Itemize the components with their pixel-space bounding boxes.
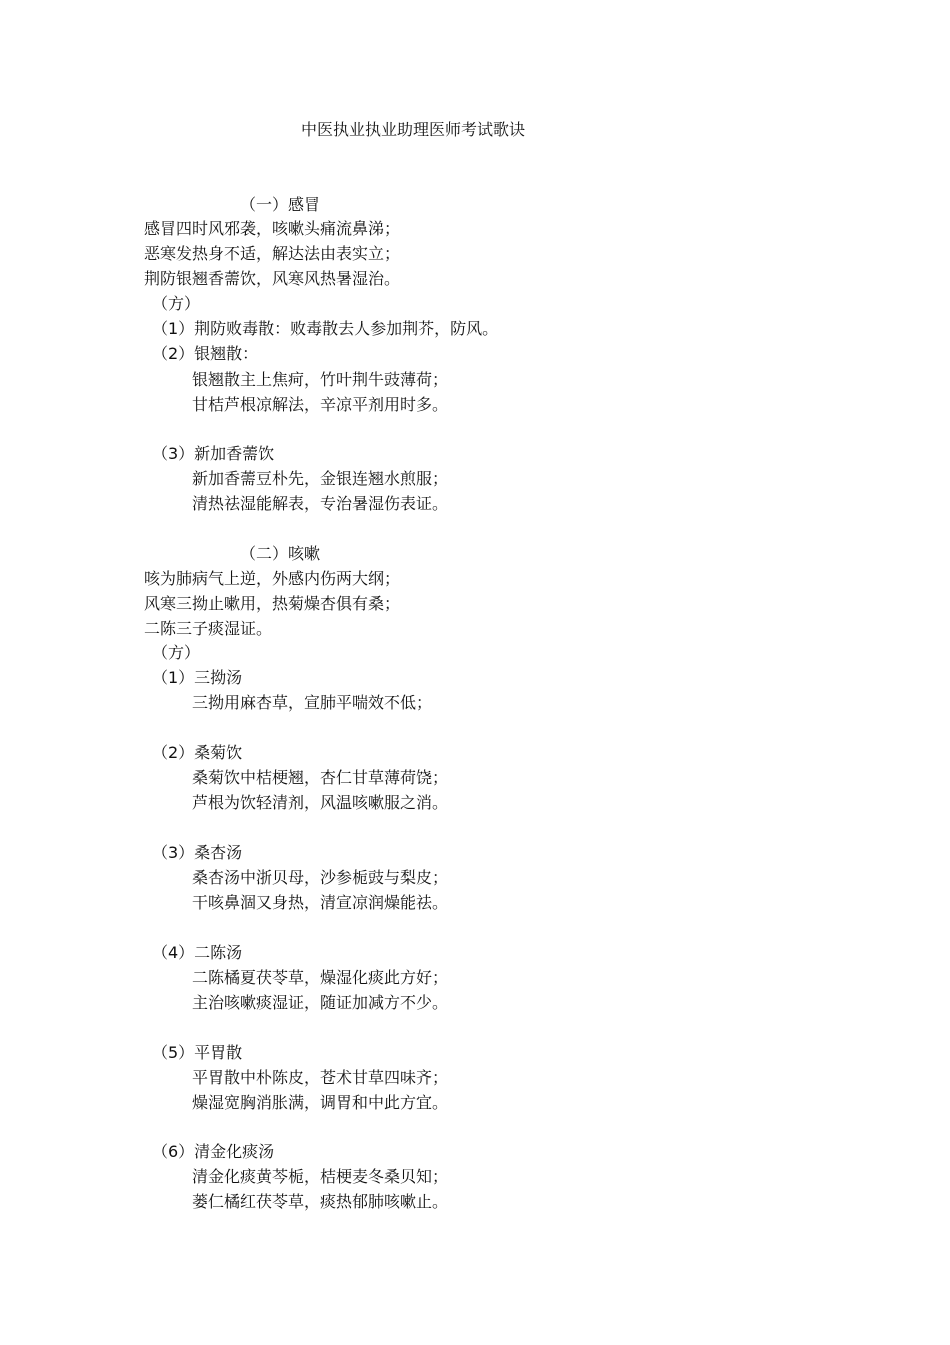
verse-line: 荆防银翘香薷饮，风寒风热暑湿治。 [144, 269, 401, 288]
formula-verse-line: 芦根为饮轻清剂，风温咳嗽服之消。 [192, 793, 449, 812]
formula-verse-line: 银翘散主上焦疴，竹叶荆牛豉薄荷； [192, 370, 449, 389]
formula-verse-line: 清热祛湿能解表，专治暑湿伤表证。 [192, 494, 449, 513]
formula-item-heading: （4）二陈汤 [152, 943, 243, 962]
formula-item-heading: （3）新加香薷饮 [152, 444, 275, 463]
section-heading-cough: （二）咳嗽 [240, 544, 321, 563]
formula-item-heading: （2）桑菊饮 [152, 743, 243, 762]
formula-verse-line: 主治咳嗽痰湿证，随证加减方不少。 [192, 993, 449, 1012]
formula-item-heading: （6）清金化痰汤 [152, 1142, 275, 1161]
formula-item-heading: （1）三拗汤 [152, 668, 243, 687]
verse-line: 二陈三子痰湿证。 [144, 619, 273, 638]
formula-verse-line: 甘桔芦根凉解法，辛凉平剂用时多。 [192, 395, 449, 414]
verse-line: 感冒四时风邪袭，咳嗽头痛流鼻涕； [144, 219, 401, 238]
formula-verse-line: 二陈橘夏茯苓草，燥湿化痰此方好； [192, 968, 449, 987]
formula-verse-line: 蒌仁橘红茯苓草，痰热郁肺咳嗽止。 [192, 1192, 449, 1211]
formula-item-heading: （2）银翘散： [152, 344, 259, 363]
formula-verse-line: 新加香薷豆朴先，金银连翘水煎服； [192, 469, 449, 488]
formula-label: （方） [152, 294, 201, 313]
formula-verse-line: 桑杏汤中浙贝母，沙参栀豉与梨皮； [192, 868, 449, 887]
formula-verse-line: 桑菊饮中桔梗翘，杏仁甘草薄荷饶； [192, 768, 449, 787]
formula-verse-line: 清金化痰黄芩栀，桔梗麦冬桑贝知； [192, 1167, 449, 1186]
verse-line: 咳为肺病气上逆，外感内伤两大纲； [144, 569, 401, 588]
formula-verse-line: 干咳鼻涸又身热，清宣凉润燥能祛。 [192, 893, 449, 912]
formula-item-heading: （3）桑杏汤 [152, 843, 243, 862]
formula-label: （方） [152, 643, 201, 662]
formula-item-heading: （1）荆防败毒散：败毒散去人参加荆芥，防风。 [152, 319, 499, 338]
formula-verse-line: 燥湿宽胸消胀满，调胃和中此方宜。 [192, 1093, 449, 1112]
section-heading-cold: （一）感冒 [240, 195, 321, 214]
formula-item-heading: （5）平胃散 [152, 1043, 243, 1062]
formula-verse-line: 三拗用麻杏草，宣肺平喘效不低； [192, 693, 433, 712]
formula-verse-line: 平胃散中朴陈皮，苍术甘草四味齐； [192, 1068, 449, 1087]
document-title: 中医执业执业助理医师考试歌诀 [301, 120, 526, 139]
verse-line: 恶寒发热身不适，解达法由表实立； [144, 244, 401, 263]
verse-line: 风寒三拗止嗽用，热菊燥杏俱有桑； [144, 594, 401, 613]
